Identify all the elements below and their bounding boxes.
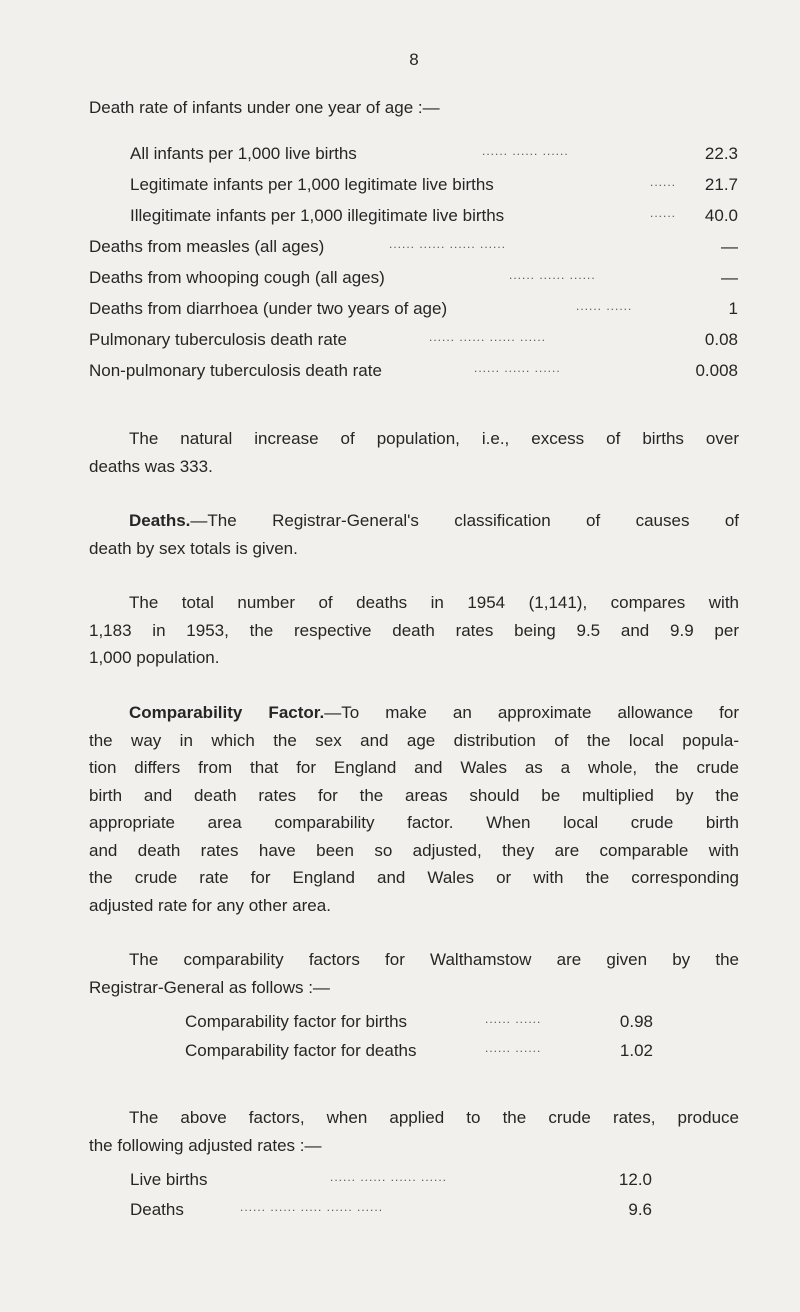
stat-value: — <box>721 237 738 256</box>
comparability-factor-paragraph <box>89 699 739 919</box>
stat-row <box>89 268 738 294</box>
paragraph-line: appropriate area comparability factor. When local crude birth <box>89 813 739 832</box>
adjusted-rate-value: 9.6 <box>628 1200 652 1219</box>
stat-label: Legitimate infants per 1,000 legitimate live births <box>130 175 494 194</box>
factor-label: Comparability factor for births <box>185 1012 408 1031</box>
paragraph-line: the crude rate for England and Wales or with the corresponding <box>89 868 739 887</box>
page-number: 8 <box>409 50 419 69</box>
stat-row <box>89 330 738 356</box>
adjusted-intro-paragraph <box>89 1104 739 1159</box>
paragraph-line: tion differs from that for England and Wales as a whole, the crude <box>89 758 739 777</box>
paragraph-heading: Comparability Factor. <box>129 703 325 722</box>
stat-value: 21.7 <box>704 175 738 194</box>
leader-dots: ...... ...... ...... <box>482 144 569 158</box>
leader-dots: ...... ...... <box>576 299 633 313</box>
stat-row <box>130 144 738 170</box>
stat-label: Pulmonary tuberculosis death rate <box>89 330 347 349</box>
paragraph-line: the following adjusted rates :— <box>89 1135 322 1155</box>
paragraph-text: —The Registrar-General's classification of causes of <box>190 511 739 530</box>
stat-label: All infants per 1,000 live births <box>130 144 357 163</box>
stat-row <box>89 361 738 387</box>
paragraph-line: The total number of deaths in 1954 (1,141), compares with <box>129 593 739 612</box>
factor-value: 0.98 <box>619 1012 653 1031</box>
paragraph-line: The comparability factors for Walthamstow are given by the <box>129 950 739 969</box>
stat-row <box>89 299 738 325</box>
adjusted-rate-row <box>130 1200 652 1226</box>
stat-value: — <box>721 268 738 287</box>
paragraph-line: The above factors, when applied to the crude rates, produce <box>129 1108 739 1127</box>
stat-label: Deaths from measles (all ages) <box>89 237 325 256</box>
paragraph-text: —To make an approximate allowance for <box>324 703 740 722</box>
factor-label: Comparability factor for deaths <box>185 1041 417 1060</box>
paragraph-line: and death rates have been so adjusted, they are comparable with <box>89 840 739 860</box>
paragraph-line: birth and death rates for the areas should be multiplied by the <box>89 785 739 805</box>
leader-dots: ...... ...... <box>485 1012 542 1026</box>
factor-value: 1.02 <box>619 1041 653 1060</box>
adjusted-rate-row <box>130 1170 652 1196</box>
adjusted-rate-label: Live births <box>130 1170 208 1189</box>
paragraph-line <box>89 699 739 727</box>
stat-row <box>130 206 738 232</box>
paragraph-line: 1,000 population. <box>89 648 220 667</box>
natural-increase-paragraph <box>89 425 739 480</box>
adjusted-rate-value: 12.0 <box>618 1170 652 1189</box>
stat-row <box>130 175 738 201</box>
leader-dots: ...... ...... ...... ...... <box>389 237 507 251</box>
stat-value: 22.3 <box>704 144 738 163</box>
leader-dots: ...... ...... ...... <box>509 268 596 282</box>
stat-value: 0.008 <box>695 361 738 380</box>
stat-row <box>89 237 738 263</box>
paragraph-heading: Deaths. <box>129 511 191 530</box>
stat-value: 40.0 <box>704 206 738 225</box>
stat-value: 0.08 <box>704 330 738 349</box>
leader-dots: ...... ...... ...... ...... <box>330 1170 448 1184</box>
leader-dots: ...... <box>650 206 677 220</box>
stat-label: Non-pulmonary tuberculosis death rate <box>89 361 382 380</box>
factors-intro-paragraph <box>89 946 739 1001</box>
deaths-paragraph <box>89 507 739 562</box>
stat-label: Illegitimate infants per 1,000 illegitimate live births <box>130 206 505 225</box>
stat-label: Deaths from whooping cough (all ages) <box>89 268 385 287</box>
leader-dots: ...... ...... ...... ...... <box>429 330 547 344</box>
adjusted-rate-label: Deaths <box>130 1200 184 1219</box>
leader-dots: ...... ...... ..... ...... ...... <box>240 1200 384 1214</box>
paragraph-line: The natural increase of population, i.e., excess of births over <box>129 429 739 448</box>
stat-label: Deaths from diarrhoea (under two years of age) <box>89 299 448 318</box>
factor-row <box>185 1012 653 1038</box>
paragraph-line: 1,183 in 1953, the respective death rates being 9.5 and 9.9 per <box>89 620 739 640</box>
paragraph-line: Registrar-General as follows :— <box>89 977 330 997</box>
infant-death-rate-heading: Death rate of infants under one year of age :— <box>89 98 440 117</box>
stat-value: 1 <box>728 299 738 318</box>
paragraph-line: adjusted rate for any other area. <box>89 895 331 915</box>
leader-dots: ...... ...... <box>485 1041 542 1055</box>
leader-dots: ...... ...... ...... <box>474 361 561 375</box>
paragraph-line <box>89 507 739 535</box>
total-deaths-paragraph <box>89 589 739 672</box>
leader-dots: ...... <box>650 175 677 189</box>
paragraph-line: deaths was 333. <box>89 456 213 476</box>
paragraph-line: death by sex totals is given. <box>89 538 298 558</box>
factor-row <box>185 1041 653 1067</box>
paragraph-line: the way in which the sex and age distribution of the local popula- <box>89 730 739 750</box>
